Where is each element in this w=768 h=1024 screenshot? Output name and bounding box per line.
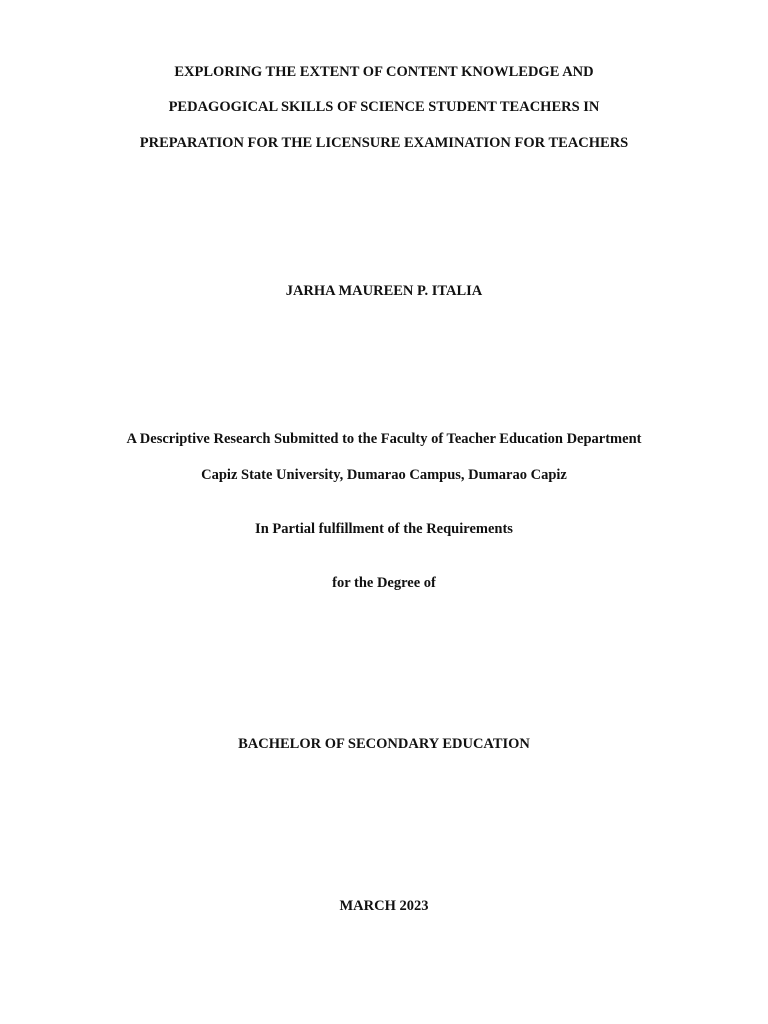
- thesis-title-line-2: PEDAGOGICAL SKILLS OF SCIENCE STUDENT TEACHERS IN: [168, 99, 600, 115]
- thesis-title-line-1: EXPLORING THE EXTENT OF CONTENT KNOWLEDGE AND: [174, 64, 594, 80]
- author-name: JARHA MAUREEN P. ITALIA: [285, 283, 483, 299]
- thesis-title-line-3: PREPARATION FOR THE LICENSURE EXAMINATION FOR TEACHERS: [139, 135, 629, 151]
- submission-date: MARCH 2023: [339, 898, 429, 914]
- fulfillment-line: In Partial fulfillment of the Requirements: [255, 521, 513, 537]
- degree-intro-line: for the Degree of: [332, 575, 436, 591]
- institution-line: Capiz State University, Dumarao Campus, Dumarao Capiz: [201, 467, 567, 483]
- submission-statement: A Descriptive Research Submitted to the Faculty of Teacher Education Department: [126, 431, 642, 447]
- degree-name: BACHELOR OF SECONDARY EDUCATION: [238, 736, 530, 752]
